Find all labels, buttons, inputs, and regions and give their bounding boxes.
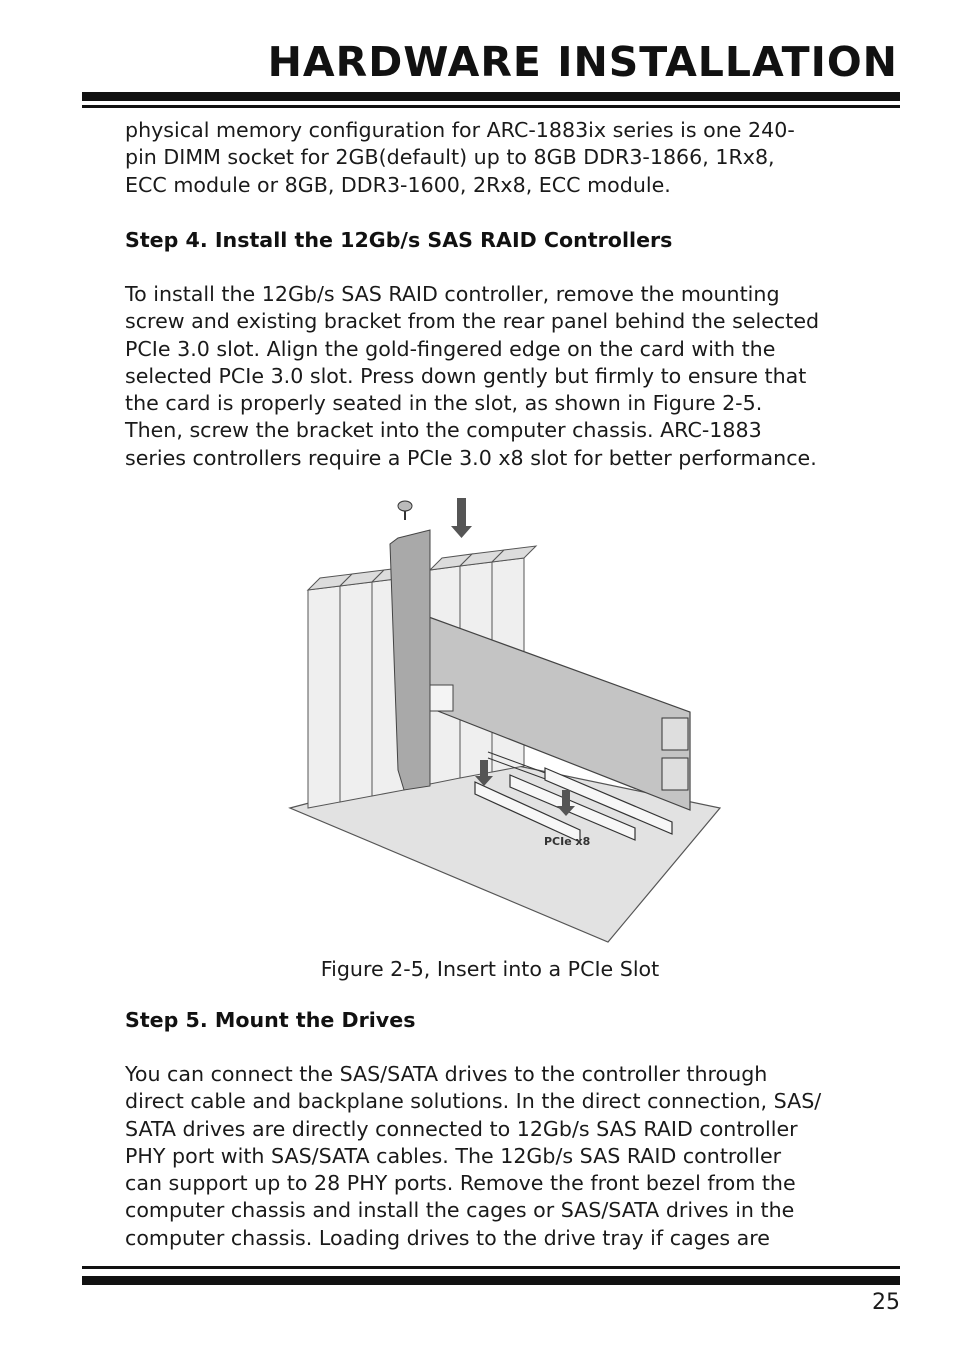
footer-rule-thin	[82, 1266, 900, 1269]
pcie-installation-figure	[280, 490, 730, 945]
intro-paragraph: physical memory configuration for ARC-1883ix series is one 240- pin DIMM socket for 2GB(default) up to 8GB DDR3-1866, 1Rx8, ECC module or 8GB, DDR3-1600, 2Rx8, ECC module.	[125, 118, 795, 197]
step4-heading: Step 4. Install the 12Gb/s SAS RAID Controllers	[125, 228, 673, 252]
step4-paragraph: To install the 12Gb/s SAS RAID controller, remove the mounting screw and existing bracket from the rear panel behind the selected PCIe 3.0 slot. Align the gold-fingered edge on the card with the selected PCIe 3.0 slot. Press down gently but firmly to ensure that the card is properly seated in the slot, as shown in Figure 2-5. Then, screw the bracket into the computer chassis. ARC-1883 series controllers require a PCIe 3.0 x8 slot for better performance.	[125, 282, 820, 470]
step5-heading: Step 5. Mount the Drives	[125, 1008, 416, 1032]
figure-caption: Figure 2-5, Insert into a PCIe Slot	[320, 957, 660, 981]
step5-paragraph: You can connect the SAS/SATA drives to the controller through direct cable and backplane solutions. In the direct connection, SAS/ SATA drives are directly connected to 12Gb/s SAS RAID controller PHY port with SAS/SATA cables. The 12Gb/s SAS RAID controller can support up to 28 PHY ports. Remove the front bezel from the computer chassis and install the cages or SAS/SATA drives in the computer chassis. Loading drives to the drive tray if cages are	[125, 1062, 822, 1250]
down-arrow-icon	[451, 498, 472, 538]
page-title: HARDWARE INSTALLATION	[267, 38, 898, 86]
header-rule-thick	[82, 92, 900, 101]
screw-icon	[398, 501, 412, 520]
header-rule-thin	[82, 105, 900, 108]
page-number: 25	[872, 1290, 900, 1315]
sas-port-upper	[662, 718, 688, 750]
slot-label: PCIe x8	[544, 835, 591, 848]
footer-rule-thick	[82, 1276, 900, 1285]
sas-port-lower	[662, 758, 688, 790]
